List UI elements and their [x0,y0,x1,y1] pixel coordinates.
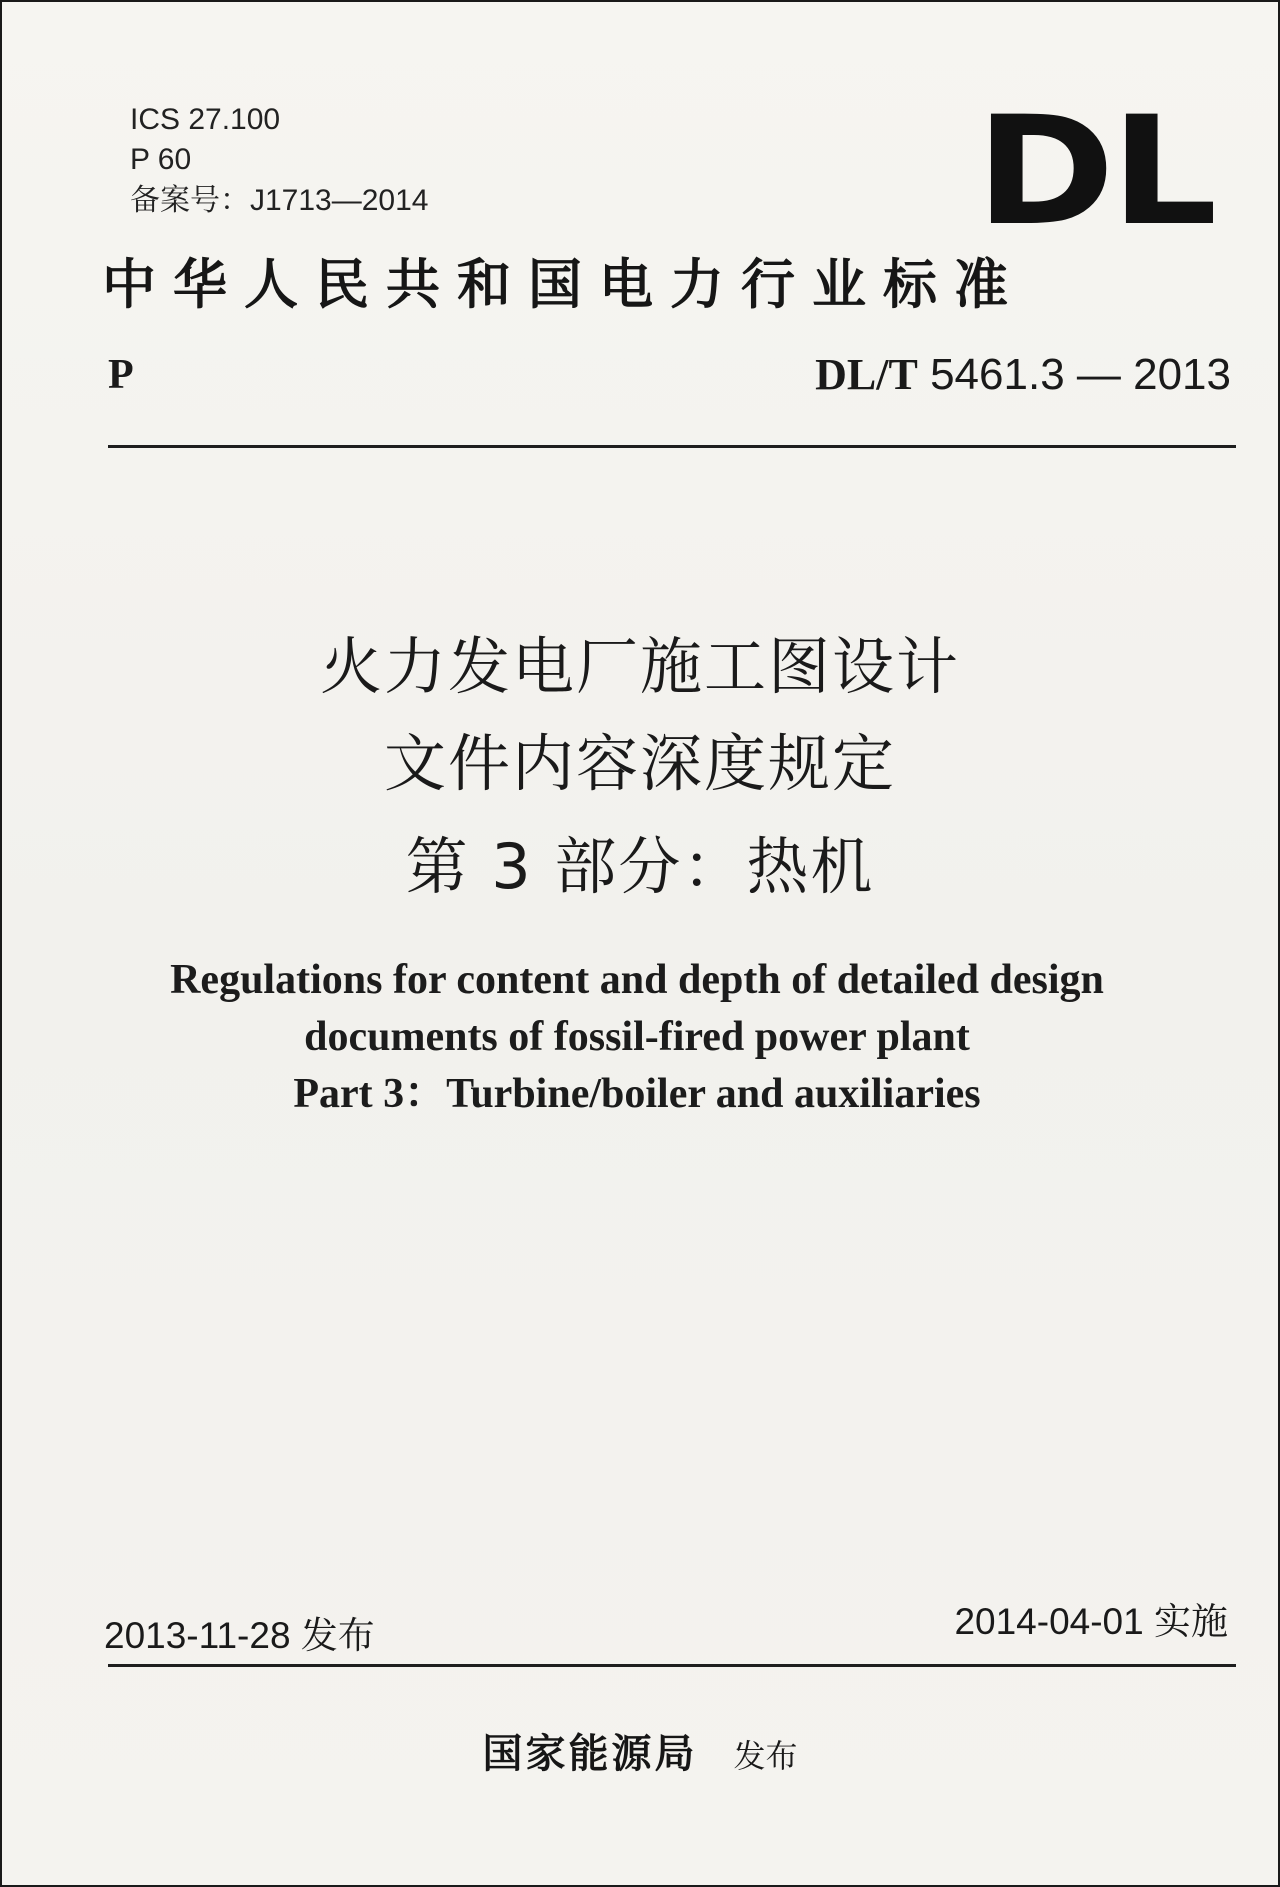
english-title-line-3: Part 3：Turbine/boiler and auxiliaries [293,1071,981,1117]
chinese-title-line-1: 火力发电厂施工图设计 [319,630,960,703]
dl-logo: DL [975,85,1213,259]
ics-code: ICS 27.100 [130,103,281,136]
classification-code: P [108,352,134,398]
chinese-title-line-2: 文件内容深度规定 [383,727,896,800]
record-number: 备案号：J1713—2014 [130,184,429,217]
english-title-line-1: Regulations for content and depth of detailed design [170,957,1104,1003]
header-divider [108,445,1236,448]
effective-date: 2014-04-01 实施 [954,1601,1228,1642]
publisher-action: 发布 [733,1737,798,1775]
p-code: P 60 [130,143,192,176]
english-title-line-2: documents of fossil-fired power plant [304,1014,970,1060]
chinese-title-line-3: 第 3 部分：热机 [405,830,875,903]
standard-number-prefix: DL/T [815,350,918,399]
publisher-line [2,1724,1278,1793]
issue-date: 2013-11-28 发布 [104,1615,375,1656]
standard-number [815,350,1231,400]
footer-divider [108,1664,1236,1667]
publisher-name: 国家能源局 [482,1731,698,1777]
standard-number-value: 5461.3 — 2013 [917,350,1231,399]
standard-category-title: 中华人民共和国电力行业标准 [102,253,1025,316]
